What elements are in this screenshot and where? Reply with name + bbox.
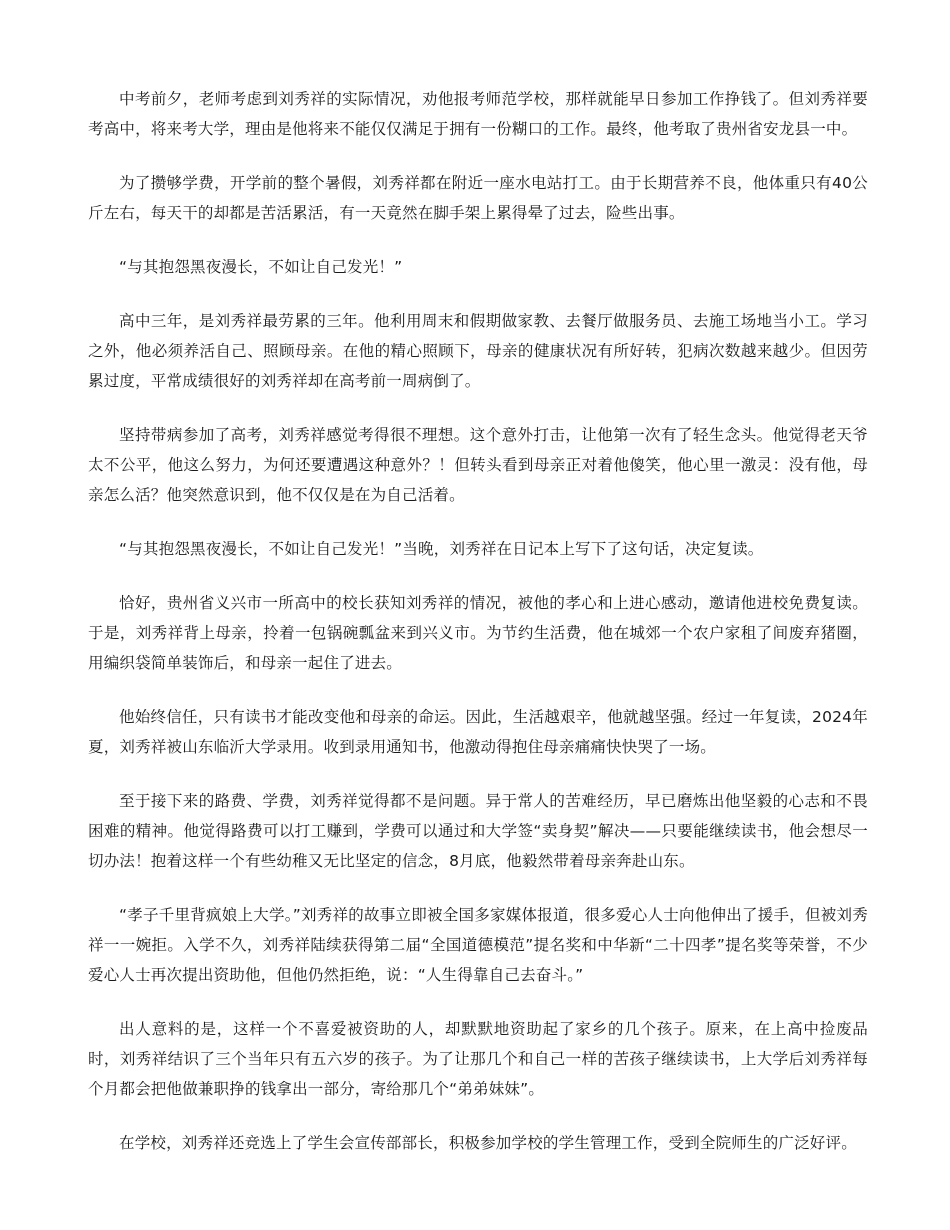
document-body [88,84,868,1182]
paragraph: 在学校，刘秀祥还竞选上了学生会宣传部部长，积极参加学校的学生管理工作，受到全院师生的广泛好评。 [119,1134,857,1152]
paragraph: 至于接下来的路费、学费，刘秀祥觉得都不是问题。异于常人的苦难经历，早已磨炼出他坚毅的心志和不畏困难的精神。他觉得路费可以打工赚到，学费可以通过和大学签“卖身契”解决——只要能继续读书，他会想尽一切办法！抱着这样一个有些幼稚又无比坚定的信念，8月底，他毅然带着母亲奔赴山东。 [88,792,868,870]
paragraph: 他始终信任，只有读书才能改变他和母亲的命运。因此，生活越艰辛，他就越坚强。经过一年复读，2024年夏，刘秀祥被山东临沂大学录用。收到录用通知书，他激动得抱住母亲痛痛快快哭了一场。 [88,708,868,756]
paragraph: 坚持带病参加了高考，刘秀祥感觉考得很不理想。这个意外打击，让他第一次有了轻生念头。他觉得老天爷太不公平，他这么努力，为何还要遭遇这种意外？！但转头看到母亲正对着他傻笑，他心里一激灵：没有他，母亲怎么活？他突然意识到，他不仅仅是在为自己活着。 [88,426,868,504]
paragraph: “与其抱怨黑夜漫长，不如让自己发光！”当晚，刘秀祥在日记本上写下了这句话，决定复读。 [119,540,764,558]
paragraph: 高中三年，是刘秀祥最劳累的三年。他利用周末和假期做家教、去餐厅做服务员、去施工场地当小工。学习之外，他必须养活自己、照顾母亲。在他的精心照顾下，母亲的健康状况有所好转，犯病次数越来越少。但因劳累过度，平常成绩很好的刘秀祥却在高考前一周病倒了。 [88,312,868,390]
paragraph: 出人意料的是，这样一个不喜爱被资助的人，却默默地资助起了家乡的几个孩子。原来，在上高中捡废品时，刘秀祥结识了三个当年只有五六岁的孩子。为了让那几个和自己一样的苦孩子继续读书，上大学后刘秀祥每个月都会把他做兼职挣的钱拿出一部分，寄给那几个“弟弟妹妹”。 [88,1020,868,1098]
paragraph: 中考前夕，老师考虑到刘秀祥的实际情况，劝他报考师范学校，那样就能早日参加工作挣钱了。但刘秀祥要考高中，将来考大学，理由是他将来不能仅仅满足于拥有一份糊口的工作。最终，他考取了贵州省安龙县一中。 [88,90,868,138]
paragraph: “孝子千里背疯娘上大学。”刘秀祥的故事立即被全国多家媒体报道，很多爱心人士向他伸出了援手，但被刘秀祥一一婉拒。入学不久，刘秀祥陆续获得第二届“全国道德模范”提名奖和中华新“二十四孝”提名奖等荣誉，不少爱心人士再次提出资助他，但他仍然拒绝，说：“人生得靠自己去奋斗。” [88,906,868,984]
paragraph: 恰好，贵州省义兴市一所高中的校长获知刘秀祥的情况，被他的孝心和上进心感动，邀请他进校免费复读。于是，刘秀祥背上母亲，拎着一包锅碗瓢盆来到兴义市。为节约生活费，他在城郊一个农户家租了间废弃猪圈，用编织袋简单装饰后，和母亲一起住了进去。 [88,594,868,672]
paragraph: “与其抱怨黑夜漫长，不如让自己发光！” [119,258,403,276]
paragraph: 为了攒够学费，开学前的整个暑假，刘秀祥都在附近一座水电站打工。由于长期营养不良，他体重只有40公斤左右，每天干的却都是苦活累活，有一天竟然在脚手架上累得晕了过去，险些出事。 [88,174,868,222]
